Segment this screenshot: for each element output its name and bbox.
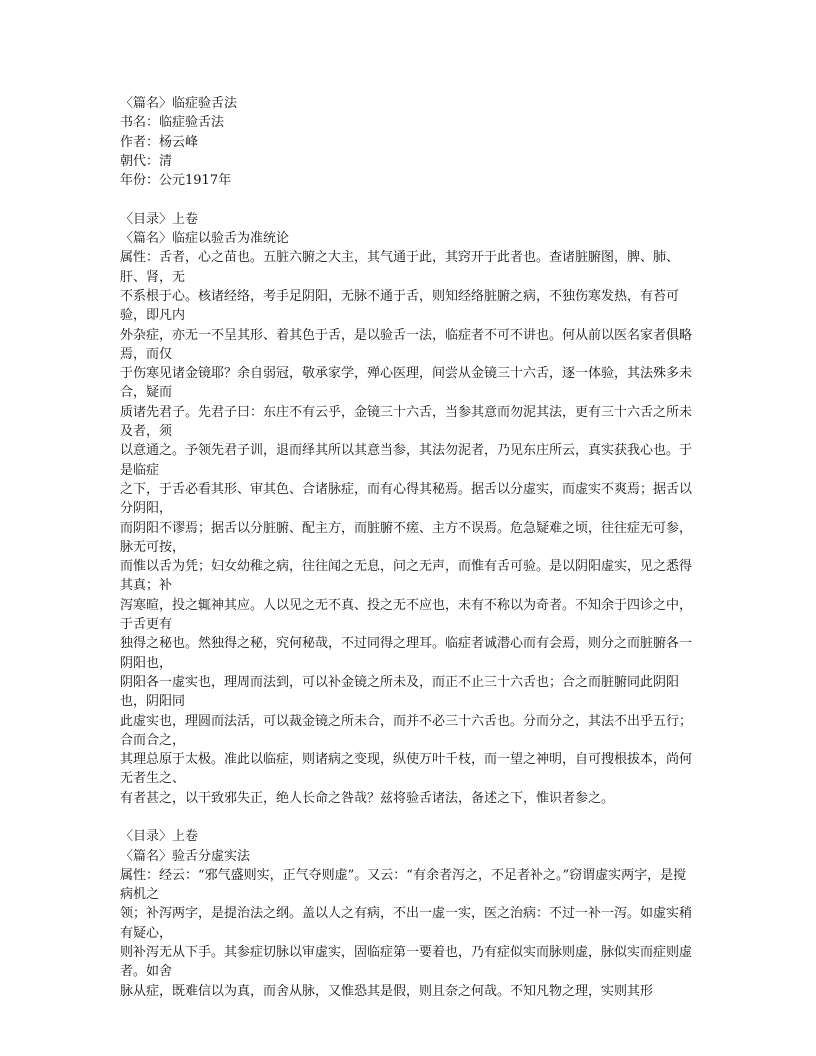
book-name-line: 书名：临症验舌法: [120, 115, 225, 131]
dynasty-line: 朝代：清: [120, 153, 173, 169]
section-catalog-line: 〈目录〉上卷: [120, 211, 199, 227]
body-text-line: 以意通之。予领先君子训，退而绎其所以其意当参，其法勿泥者，乃见东庄所云，真实获我心也。于是临症: [120, 443, 693, 478]
body-text-line: 脉从症，既难信以为真，而舍从脉，又惟恐其是假，则且奈之何哉。不知凡物之理，实则其形: [120, 983, 654, 999]
body-text-line: 外杂症，亦无一不呈其形、着其色于舌，是以验舌一法，临症者不可不讲也。何从前以医名家者俱略焉，而仅: [120, 327, 693, 362]
body-text-line: 属性：经云：“邪气盛则实，正气夺则虚”。又云：“有余者泻之，不足者补之。”窃谓虚实两字，是搅病机之: [120, 867, 687, 903]
body-text-line: 有者甚之，以干致邪失正，绝人长命之咎哉？兹将验舌诸法，备述之下，惟识者参之。: [120, 790, 615, 806]
body-text-line: 领；补泻两字，是提治法之纲。盖以人之有病，不出一虚一实，医之治病：不过一补一泻。如虚实稍有疑心，: [120, 906, 693, 941]
body-text-line: 质诸先君子。先君子曰：东庄不有云乎，金镜三十六舌，当参其意而勿泥其法，更有三十六舌之所未及者，须: [120, 404, 693, 440]
body-text-line: 而惟以舌为凭；妇女幼稚之病，往往闻之无息，问之无声，而惟有舌可验。是以阴阳虚实，见之悉得其真；补: [120, 559, 693, 594]
section-deficiency-excess: [120, 827, 698, 1001]
spacer: [120, 190, 698, 209]
body-text-line: 则补泻无从下手。其参症切脉以审虚实，固临症第一要着也，乃有症似实而脉则虚，脉似实而症则虚者。如舍: [120, 945, 693, 980]
author-line: 作者：杨云峰: [120, 134, 199, 150]
section-catalog-line: 〈目录〉上卷: [120, 829, 199, 845]
article-title-line: 〈篇名〉临症验舌法: [120, 96, 238, 111]
body-text-line: 不系根于心。核诸经络，考手足阴阳，无脉不通于舌，则知经络脏腑之病，不独伤寒发热，有苔可验，即凡内: [120, 288, 680, 324]
body-text-line: 阴阳各一虚实也，理周而法到，可以补金镜之所未及，而正不止三十六舌也；合之而脏腑同此阴阳也，阴阳同: [120, 674, 680, 710]
body-text-line: 独得之秘也。然独得之秘，究何秘哉，不过同得之理耳。临症者诚潜心而有会焉，则分之而脏腑各一阴阳也，: [120, 636, 693, 671]
body-text-line: 此虚实也，理圆而法活，可以裁金镜之所未合，而并不必三十六舌也。分而分之，其法不出乎五行；合而合之，: [120, 713, 693, 748]
header-block: [120, 94, 698, 190]
body-text-line: 之下，于舌必看其形、审其色、合诸脉症，而有心得其秘焉。据舌以分虚实，而虚实不爽焉；据舌以分阴阳，: [120, 481, 693, 517]
body-text-line: 泻寒暄，投之辄神其应。人以见之无不真、投之无不应也，未有不称以为奇者。不知余于四诊之中，于舌更有: [120, 597, 693, 633]
body-text-line: 属性：舌者，心之苗也。五脏六腑之大主，其气通于此，其窍开于此者也。查诸脏腑图，脾、肺、肝、肾，无: [120, 250, 680, 285]
section-title-line: 〈篇名〉验舌分虚实法: [120, 848, 251, 864]
section-general-theory: [120, 210, 698, 808]
body-text-line: 其理总原于太极。准此以临症，则诸病之变现，纵使万叶千枝，而一望之神明，自可搜根拔本，尚何无者生之、: [120, 752, 693, 787]
year-line: 年份：公元1917年: [120, 173, 232, 189]
document-page: [120, 94, 698, 1001]
section-title-line: 〈篇名〉临症以验舌为准统论: [120, 231, 290, 247]
spacer: [120, 808, 698, 827]
body-text-line: 于伤寒见诸金镜耶？余自弱冠，敬承家学，殚心医理，间尝从金镜三十六舌，逐一体验，其法殊多未合，疑而: [120, 366, 693, 401]
body-text-line: 而阴阳不谬焉；据舌以分脏腑、配主方，而脏腑不瘥、主方不误焉。危急疑难之顷，往往症无可参，脉无可按，: [120, 520, 693, 555]
